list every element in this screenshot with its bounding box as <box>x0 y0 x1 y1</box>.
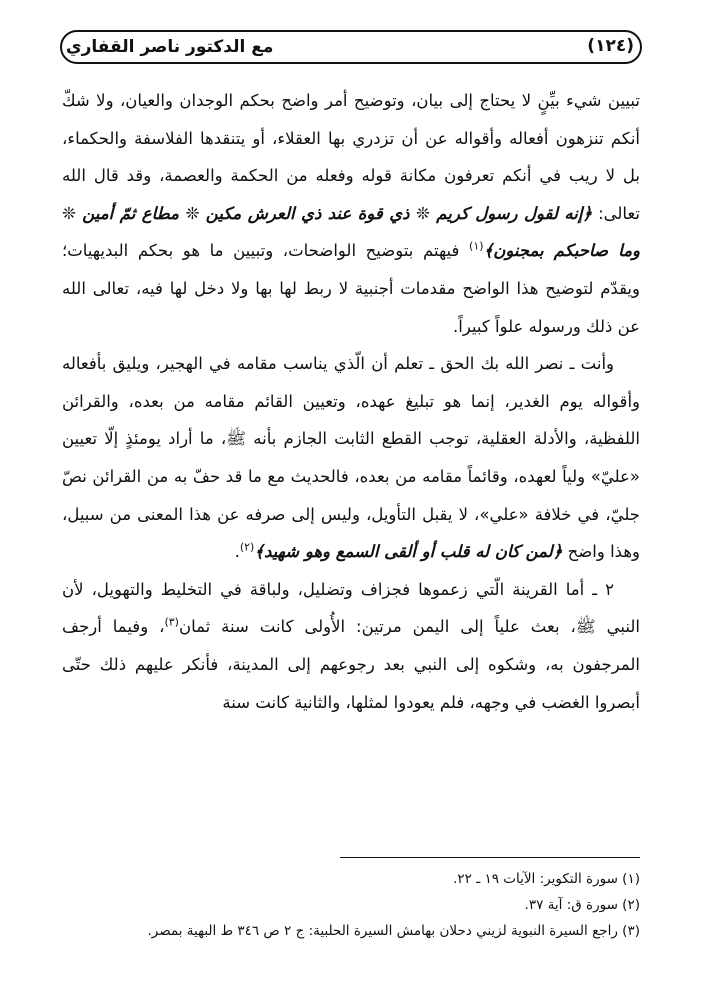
footnote-1: (١) سورة التكوير: الآيات ١٩ ـ ٢٢. <box>453 871 640 887</box>
paragraph-2 <box>62 345 640 571</box>
quran-quote-2: ﴿لمن كان له قلب أو ألقى السمع وهو شهيد﴾ <box>254 542 563 562</box>
quran-quote-1: ﴿إنه لقول رسول كريم ❊ ذي قوة عند ذي العرش مكين ❊ مطاع ثمّ أمين ❊ وما صاحبكم بمجنون﴾ <box>62 203 640 261</box>
footnote-ref-1: (١) <box>469 239 484 253</box>
paragraph-2-text-a: وأنت ـ نصر الله بك الحق ـ تعلم أن الّذي يناسب مقامه في الهجير، ويليق بأفعاله وأقواله يوم الغدير، إنما هو تبليغ عهده، وتعيين القائم مقامه من بعده، والقرائن اللفظية، والأدلة العقلية، توجب القطع الثابت الجازم بأنه ﷺ، ما أراد يومئذٍ إلّا تعيين «عليّ» ولياً لعهده، وقائماً مقامه من بعده، فالحديث مع ما قد حفّ به من القرائن نصّ جليّ، في خلافة «علي»، لا يقبل التأويل، وليس إلى صرفه عن هذا المعنى من سبيل، وهذا واضح <box>62 354 640 562</box>
paragraph-1 <box>62 82 640 345</box>
paragraph-1-text-a: تبيين شيء بيِّنٍ لا يحتاج إلى بيان، وتوضيح أمر واضح بحكم الوجدان والعيان، ولا شكّ أنكم تنزهون أفعاله وأقواله عن أن تزدري بها العقلاء، أو يتنقدها الفلاسفة والحكماء، بل لا ريب في أنكم تعرفون مكانة قوله وفعله من الحكمة والعصمة، وقد قال الله تعالى: <box>62 91 640 223</box>
footnote-3: (٣) راجع السيرة النبوية لزيني دحلان بهامش السيرة الحلبية: ج ٢ ص ٣٤٦ ط البهية بمصر. <box>147 923 640 939</box>
running-header-title: مع الدكتور ناصر القفاري <box>66 37 274 57</box>
footnote-ref-3: (٣) <box>164 615 179 629</box>
footnote-divider <box>340 857 640 858</box>
paragraph-3-text-b: ، وفيما أرجف المرجفون به، وشكوه إلى النبي بعد رجوعهم إلى المدينة، فأنكر عليهم ذلك حتّى أبصروا الغضب في وجهه، فلم يعودوا لمثلها، والثانية كانت سنة <box>62 617 640 712</box>
paragraph-2-end: . <box>234 542 240 562</box>
main-text <box>62 82 640 721</box>
footnote-ref-2: (٢) <box>239 540 255 554</box>
paragraph-1-text-b: فيهتم بتوضيح الواضحات، وتبيين ما هو بحكم البديهيات؛ ويقدّم لتوضيح هذا الواضح مقدمات أجنبية لا ربط لها بها ولا دخل لها فيه، تعالى الله عن ذلك ورسوله علواً كبيراً. <box>62 241 640 336</box>
footnotes <box>62 866 640 944</box>
paragraph-3-text-a: ٢ ـ أما القرينة الّتي زعموها فجزاف وتضليل، ولباقة في التخليط والتهويل، لأن النبي ﷺ، بعث علياً إلى اليمن مرتين: الأُولى كانت سنة ثمان <box>62 579 640 637</box>
page-number: (١٢٤) <box>587 36 634 56</box>
paragraph-3 <box>62 571 640 721</box>
footnote-2: (٢) سورة ق: آية ٣٧. <box>524 897 640 913</box>
